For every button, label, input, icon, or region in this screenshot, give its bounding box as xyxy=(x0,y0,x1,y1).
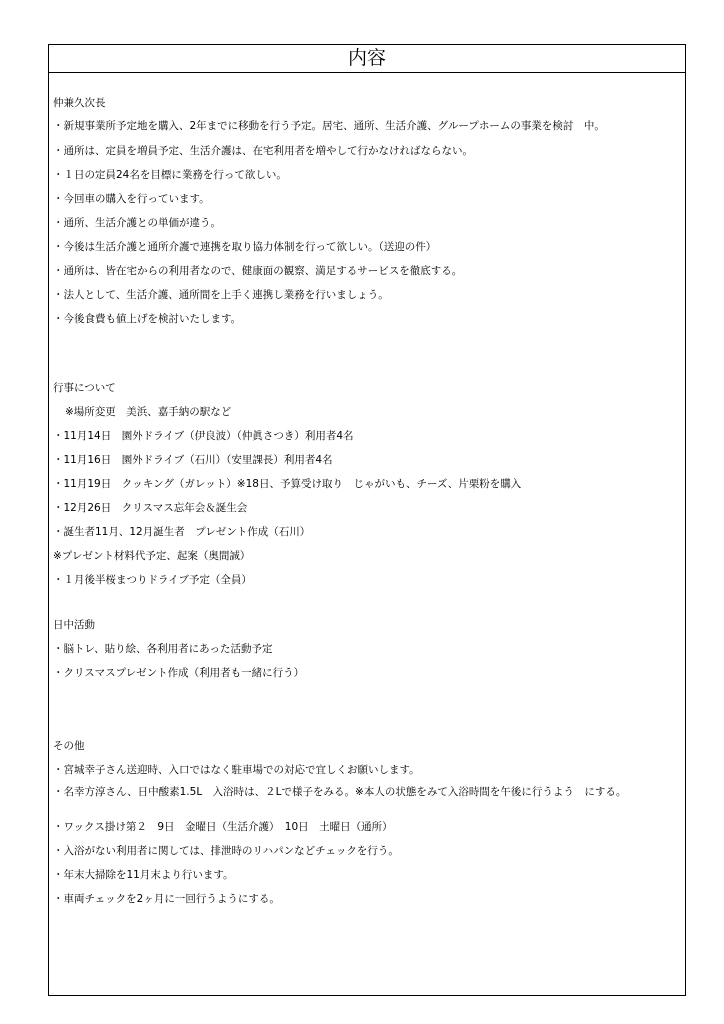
section-note: ※場所変更 美浜、嘉手納の駅など xyxy=(65,406,232,418)
list-item: ・１日の定員24名を目標に業務を行って欲しい。 xyxy=(53,169,287,181)
list-item: ・通所は、定員を増員予定、生活介護は、在宅利用者を増やして行かなければならない。 xyxy=(53,145,473,157)
list-item: ・脳トレ、貼り絵、各利用者にあった活動予定 xyxy=(53,643,273,655)
list-item: ・11月19日 クッキング（ガレット）※18日、予算受け取り じゃがいも、チーズ、片栗粉を購入 xyxy=(53,478,522,490)
section-heading: 行事について xyxy=(53,382,116,394)
list-item: ・入浴がない利用者に関しては、排泄時のリハパンなどチェックを行う。 xyxy=(53,845,399,857)
list-item: ・今後食費も値上げを検討いたします。 xyxy=(53,313,242,325)
page-title: 内容 xyxy=(49,45,685,73)
document-frame xyxy=(48,44,686,996)
list-item: ・今後は生活介護と通所介護で連携を取り協力体制を行って欲しい。（送迎の件） xyxy=(53,241,437,253)
list-item: ・誕生者11月、12月誕生者 プレゼント作成（石川） xyxy=(53,526,311,538)
list-item: ・名幸方淳さん、日中酸素1.5L 入浴時は、２Lで様子をみる。※本人の状態をみて入浴時間を午後に行うよう にする。 xyxy=(53,786,627,798)
list-item: ・１月後半桜まつりドライブ予定（全員） xyxy=(53,574,252,586)
list-item: ・宮城幸子さん送迎時、入口ではなく駐車場での対応で宜しくお願いします。 xyxy=(53,764,420,776)
list-item: ・11月14日 園外ドライブ（伊良波）（仲眞さつき）利用者4名 xyxy=(53,430,354,442)
section-heading: 仲兼久次長 xyxy=(53,97,106,109)
list-item: ・法人として、生活介護、通所間を上手く連携し業務を行いましょう。 xyxy=(53,289,389,301)
list-item: ・車両チェックを2ヶ月に一回行うようにする。 xyxy=(53,893,280,905)
list-item: ・クリスマスプレゼント作成（利用者も一緒に行う） xyxy=(53,667,305,679)
list-item: ・今回車の購入を行っています。 xyxy=(53,193,210,205)
list-item: ・11月16日 園外ドライブ（石川）（安里課長）利用者4名 xyxy=(53,454,333,466)
list-item: ・通所、生活介護との単価が違う。 xyxy=(53,217,221,229)
list-item: ・12月26日 クリスマス忘年会＆誕生会 xyxy=(53,502,248,514)
content-area xyxy=(53,73,681,995)
list-item: ※プレゼント材料代予定、起案（奥間誠） xyxy=(53,550,251,562)
list-item: ・新規事業所予定地を購入、2年までに移動を行う予定。居宅、通所、生活介護、グループホームの事業を検討 中。 xyxy=(53,120,605,132)
section-heading: その他 xyxy=(53,740,85,752)
list-item: ・通所は、皆在宅からの利用者なので、健康面の観察、満足するサービスを徹底する。 xyxy=(53,265,463,277)
list-item: ・年末大掃除を11月末より行います。 xyxy=(53,869,234,881)
section-heading: 日中活動 xyxy=(53,619,95,631)
list-item: ・ワックス掛け第２ 9日 金曜日（生活介護） 10日 土曜日（通所） xyxy=(53,821,393,833)
